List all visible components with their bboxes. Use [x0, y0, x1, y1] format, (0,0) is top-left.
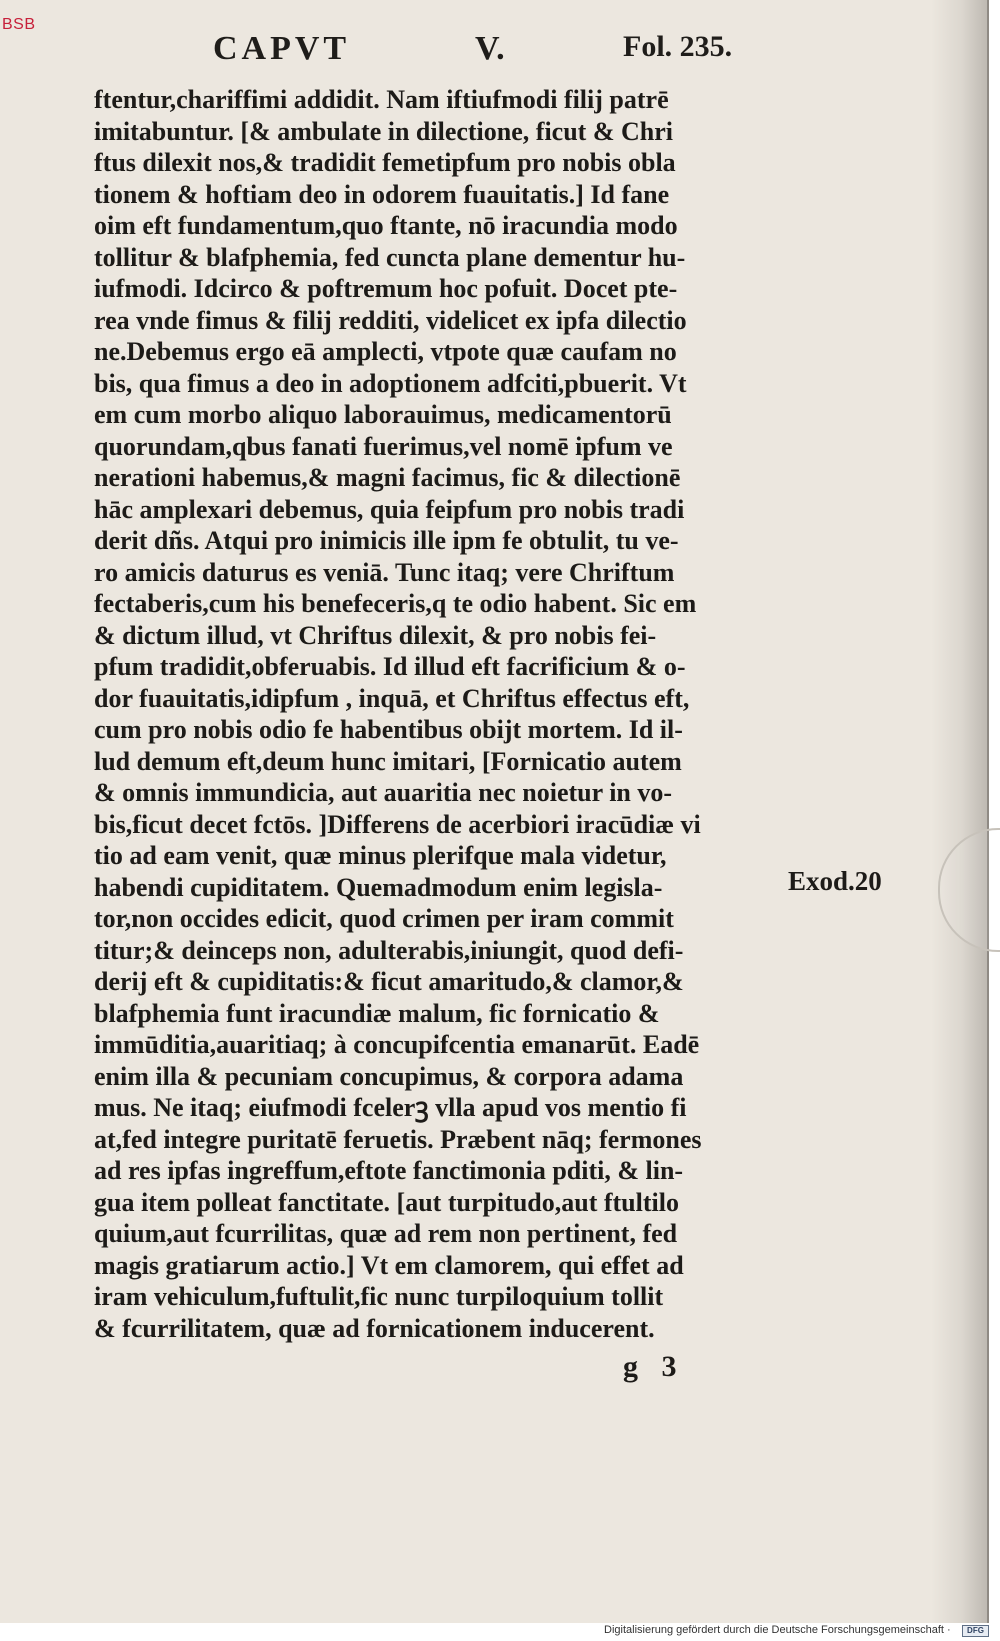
text-line: enim illa & pecuniam concupimus, & corpora adama	[94, 1061, 684, 1091]
running-head-chapter: V.	[475, 30, 506, 67]
text-line: habendi cupiditatem. Quemadmodum enim legisla-	[94, 872, 663, 902]
library-mark: BSB	[2, 16, 36, 33]
text-line: quium,aut fcurrilitas, quæ ad rem non pertinent, fed	[94, 1219, 678, 1248]
dfg-badge: DFG	[962, 1625, 989, 1637]
margin-note: Exod.20	[788, 866, 882, 896]
text-line: titur;& deinceps non, adulterabis,iniungit, quod defi-	[94, 935, 684, 965]
text-line: blafphemia funt iracundiæ malum, fic fornicatio &	[94, 998, 660, 1028]
text-line: ro amicis daturus es veniā. Tunc itaq; vere Chriftum	[94, 557, 675, 587]
text-line: bis, qua fimus a deo in adoptionem adfciti,pbuerit. Vt	[94, 368, 687, 398]
text-line: mus. Ne itaq; eiufmodi fcelerꝫ vlla apud vos mentio fi	[94, 1093, 687, 1122]
text-line: immūditia,auaritiaq; à concupifcentia emanarūt. Eadē	[94, 1030, 700, 1059]
text-line: magis gratiarum actio.] Vt em clamorem, qui effet ad	[94, 1250, 684, 1280]
running-head	[213, 30, 763, 74]
text-line: cum pro nobis odio fe habentibus obijt mortem. Id il-	[94, 715, 683, 744]
main-text-block	[94, 84, 784, 1344]
text-line: ne.Debemus ergo eā amplecti, vtpote quæ caufam no	[94, 337, 677, 366]
text-line: pfum tradidit,obferuabis. Id illud eft facrificium & o-	[94, 652, 686, 681]
text-line: oim eft fundamentum,quo ftante, nō iracundia modo	[94, 211, 678, 240]
text-line: & omnis immundicia, aut auaritia nec noietur in vo-	[94, 778, 673, 807]
text-line: iufmodi. Idcirco & poftremum hoc pofuit. Docet pte-	[94, 274, 678, 303]
digitization-credit: Digitalisierung gefördert durch die Deutsche Forschungsgemeinschaft ·	[604, 1624, 951, 1636]
text-line: at,fed integre puritatē feruetis. Præbent nāq; fermones	[94, 1124, 702, 1154]
text-line: derit dñs. Atqui pro inimicis ille ipm fe obtulit, tu ve-	[94, 526, 679, 555]
text-line: & dictum illud, vt Chriftus dilexit, & pro nobis fei-	[94, 620, 657, 650]
text-line: em cum morbo aliquo laborauimus, medicamentorū	[94, 400, 672, 429]
text-line: quorundam,qbus fanati fuerimus,vel nomē ipfum ve	[94, 431, 673, 461]
text-line: tio ad eam venit, quæ minus plerifque mala videtur,	[94, 841, 667, 870]
text-line: lud demum eft,deum hunc imitari, [Fornicatio autem	[94, 746, 682, 776]
text-line: derij eft & cupiditatis:& ficut amaritudo,& clamor,&	[94, 967, 684, 996]
page-edge-shadow	[931, 0, 987, 1623]
text-line: tor,non occides edicit, quod crimen per iram commit	[94, 904, 674, 933]
text-line: bis,ficut decet fctōs. ]Differens de acerbiori iracūdiæ vi	[94, 809, 701, 839]
text-line: imitabuntur. [& ambulate in dilectione, ficut & Chri	[94, 116, 673, 146]
text-line: ad res ipfas ingreffum,eftote fanctimonia pditi, & lin-	[94, 1156, 684, 1185]
text-line: fectaberis,cum his benefeceris,q te odio habent. Sic em	[94, 589, 697, 618]
text-line: & fcurrilitatem, quæ ad fornicationem inducerent.	[94, 1313, 655, 1343]
text-line: dor fuauitatis,idipfum , inquā, et Chriftus effectus eft,	[94, 683, 690, 713]
text-line: nerationi habemus,& magni facimus, fic & dilectionē	[94, 463, 681, 492]
text-line: tionem & hoftiam deo in odorem fuauitatis.] Id fane	[94, 179, 670, 209]
text-line: rea vnde fimus & filij redditi, videlicet ex ipfa dilectio	[94, 305, 687, 335]
text-line: gua item polleat fanctitate. [aut turpitudo,aut ftultilo	[94, 1187, 679, 1217]
text-line: ftentur,chariffimi addidit. Nam iftiufmodi filij patrē	[94, 85, 669, 114]
text-line: hāc amplexari debemus, quia feipfum pro nobis tradi	[94, 494, 685, 524]
signature-mark: g 3	[623, 1350, 685, 1383]
text-line: ftus dilexit nos,& tradidit femetipfum pro nobis obla	[94, 148, 676, 177]
text-line: iram vehiculum,fuftulit,fic nunc turpiloquium tollit	[94, 1282, 664, 1311]
running-head-folio: Fol. 235.	[623, 30, 733, 63]
running-head-caput: CAPVT	[213, 30, 351, 67]
text-line: tollitur & blafphemia, fed cuncta plane dementur hu-	[94, 242, 686, 272]
